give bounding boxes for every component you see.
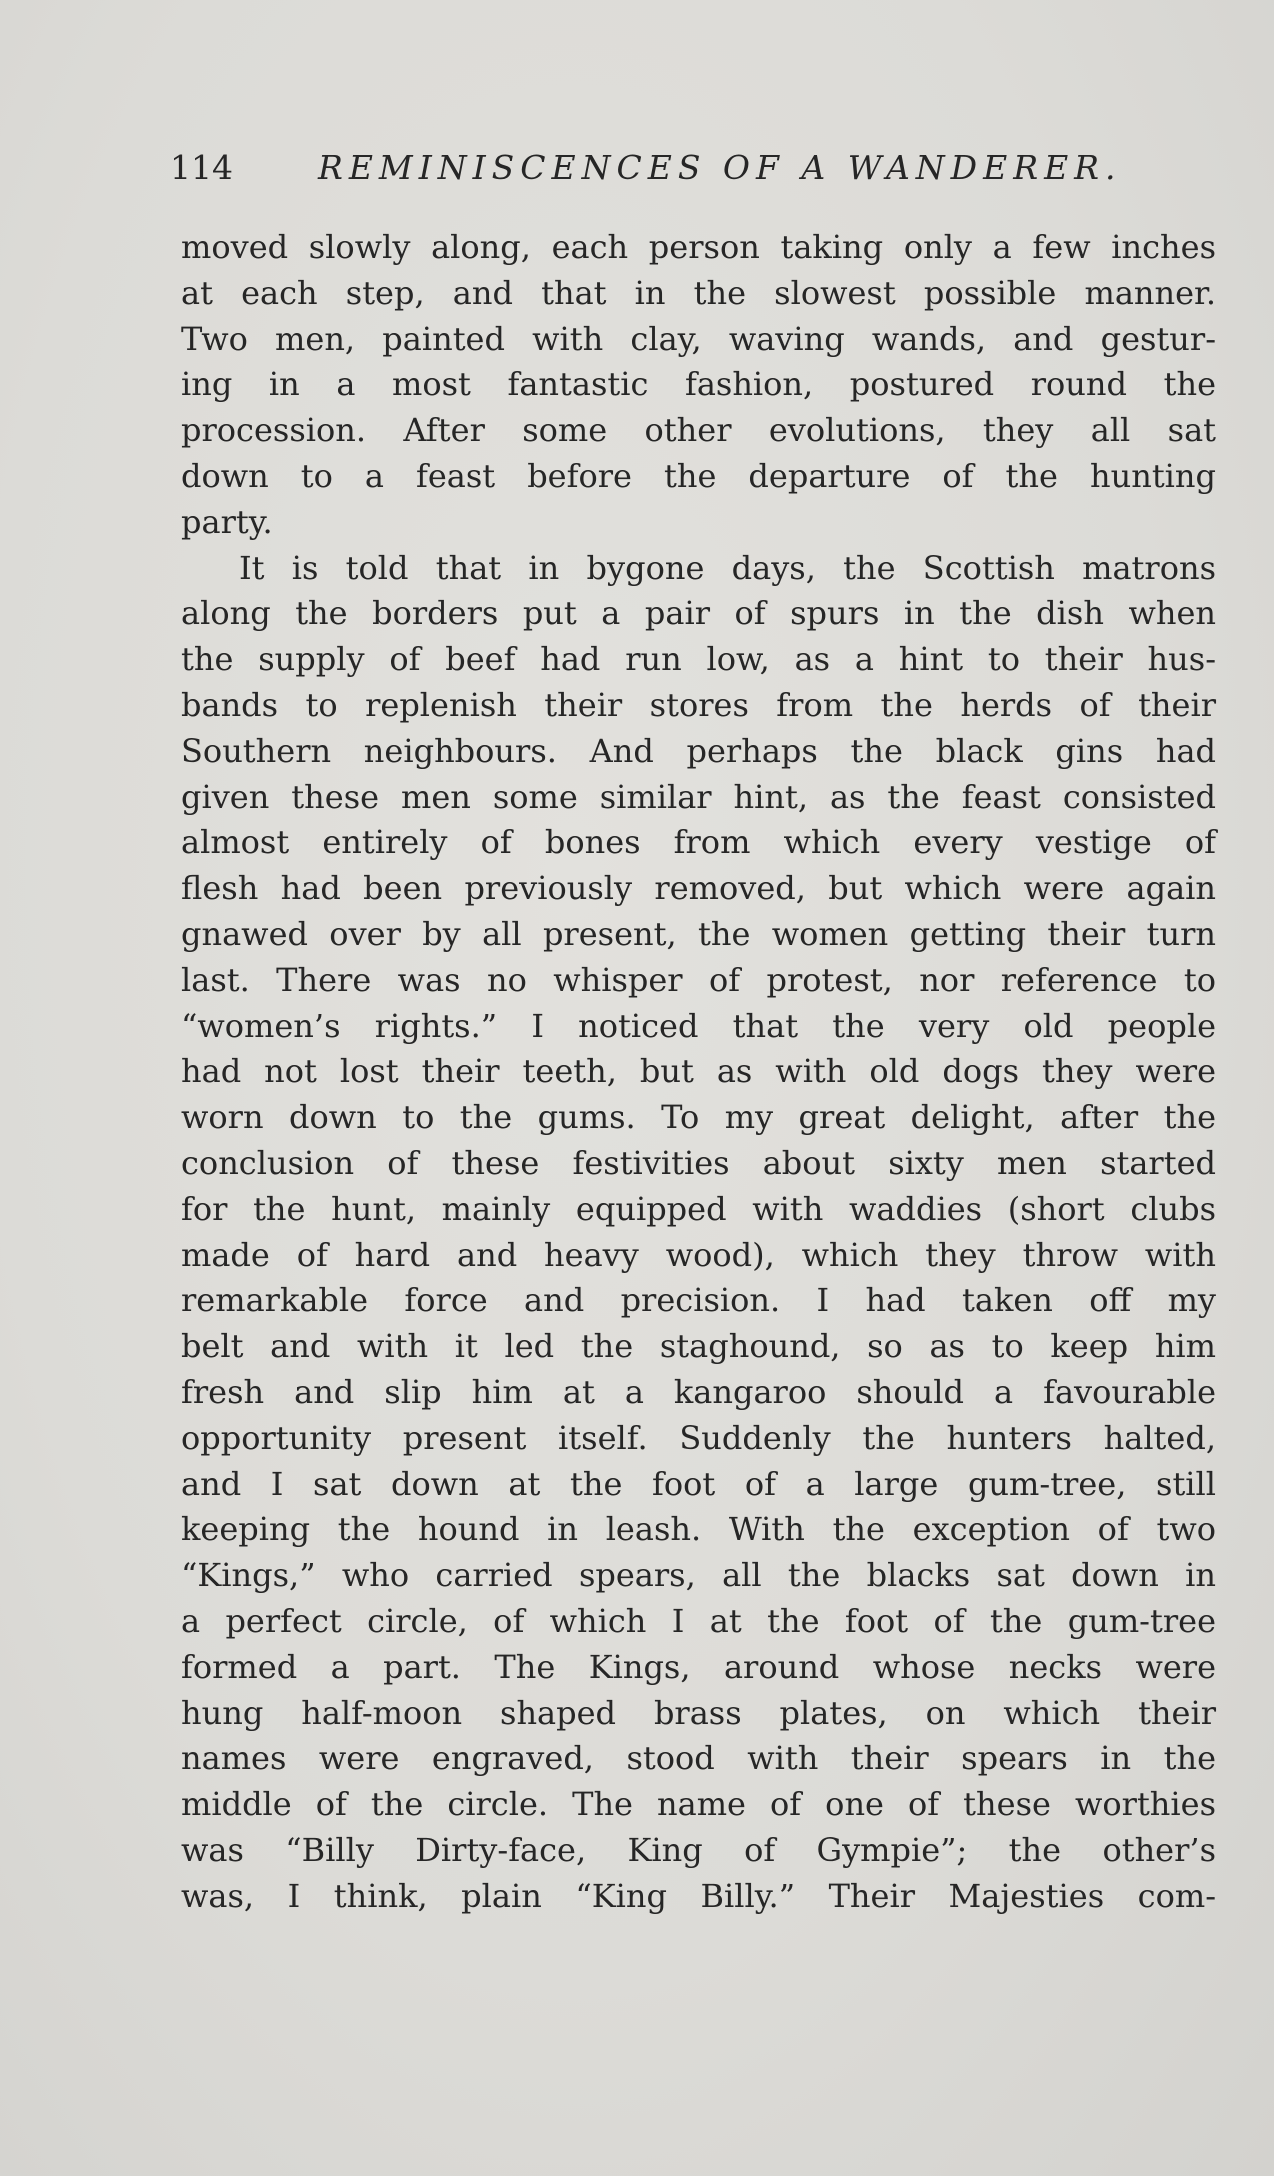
page-number: 114 <box>170 148 233 187</box>
text-line: keeping the hound in leash. With the exception of two <box>181 1510 1216 1549</box>
text-line: flesh had been previously removed, but which were again <box>181 869 1216 908</box>
text-line: gnawed over by all present, the women getting their turn <box>181 914 1216 953</box>
text-line: Southern neighbours. And perhaps the black gins had <box>181 731 1216 770</box>
text-line: conclusion of these festivities about sixty men started <box>181 1143 1216 1182</box>
text-line: “women’s rights.” I noticed that the very old people <box>181 1006 1216 1045</box>
body-text <box>181 225 1216 1919</box>
text-line: had not lost their teeth, but as with old dogs they were <box>181 1052 1216 1091</box>
text-line: for the hunt, mainly equipped with waddies (short clubs <box>181 1189 1216 1228</box>
text-line: worn down to the gums. To my great delight, after the <box>181 1098 1216 1137</box>
text-line: along the borders put a pair of spurs in the dish when <box>181 594 1216 633</box>
text-line: It is told that in bygone days, the Scottish matrons <box>239 548 1216 587</box>
text-line: at each step, and that in the slowest possible manner. <box>181 273 1216 312</box>
running-title: REMINISCENCES OF A WANDERER. <box>318 148 1122 187</box>
text-line: fresh and slip him at a kangaroo should a favourable <box>181 1372 1216 1411</box>
text-line: a perfect circle, of which I at the foot of the gum-tree <box>181 1601 1216 1640</box>
text-line: was, I think, plain “King Billy.” Their Majesties com- <box>181 1876 1216 1915</box>
text-line: and I sat down at the foot of a large gum-tree, still <box>181 1464 1216 1503</box>
text-line: hung half-moon shaped brass plates, on which their <box>181 1693 1216 1732</box>
page-header <box>170 148 1220 198</box>
text-line: made of hard and heavy wood), which they throw with <box>181 1235 1216 1274</box>
text-line: remarkable force and precision. I had taken off my <box>181 1281 1216 1320</box>
text-line: middle of the circle. The name of one of these worthies <box>181 1785 1216 1824</box>
text-line: moved slowly along, each person taking only a few inches <box>181 228 1216 266</box>
text-line: names were engraved, stood with their spears in the <box>181 1739 1216 1778</box>
text-line: procession. After some other evolutions, they all sat <box>181 411 1216 450</box>
text-line: “Kings,” who carried spears, all the blacks sat down in <box>181 1556 1216 1595</box>
text-line: almost entirely of bones from which every vestige of <box>181 823 1216 862</box>
text-line: given these men some similar hint, as the feast consisted <box>181 777 1216 816</box>
text-line: the supply of beef had run low, as a hint to their hus- <box>181 640 1216 679</box>
text-line: formed a part. The Kings, around whose necks were <box>181 1647 1216 1686</box>
text-line: Two men, painted with clay, waving wands, and gestur- <box>181 319 1216 358</box>
text-line: bands to replenish their stores from the herds of their <box>181 685 1216 724</box>
text-line: opportunity present itself. Suddenly the hunters halted, <box>181 1418 1216 1457</box>
text-line: last. There was no whisper of protest, nor reference to <box>181 960 1216 999</box>
text-line: party. <box>181 502 273 541</box>
text-line: belt and with it led the staghound, so as to keep him <box>181 1327 1216 1366</box>
text-line: ing in a most fantastic fashion, postured round the <box>181 365 1216 404</box>
text-line: down to a feast before the departure of the hunting <box>181 456 1216 495</box>
text-line: was “Billy Dirty-face, King of Gympie”; the other’s <box>181 1830 1216 1869</box>
